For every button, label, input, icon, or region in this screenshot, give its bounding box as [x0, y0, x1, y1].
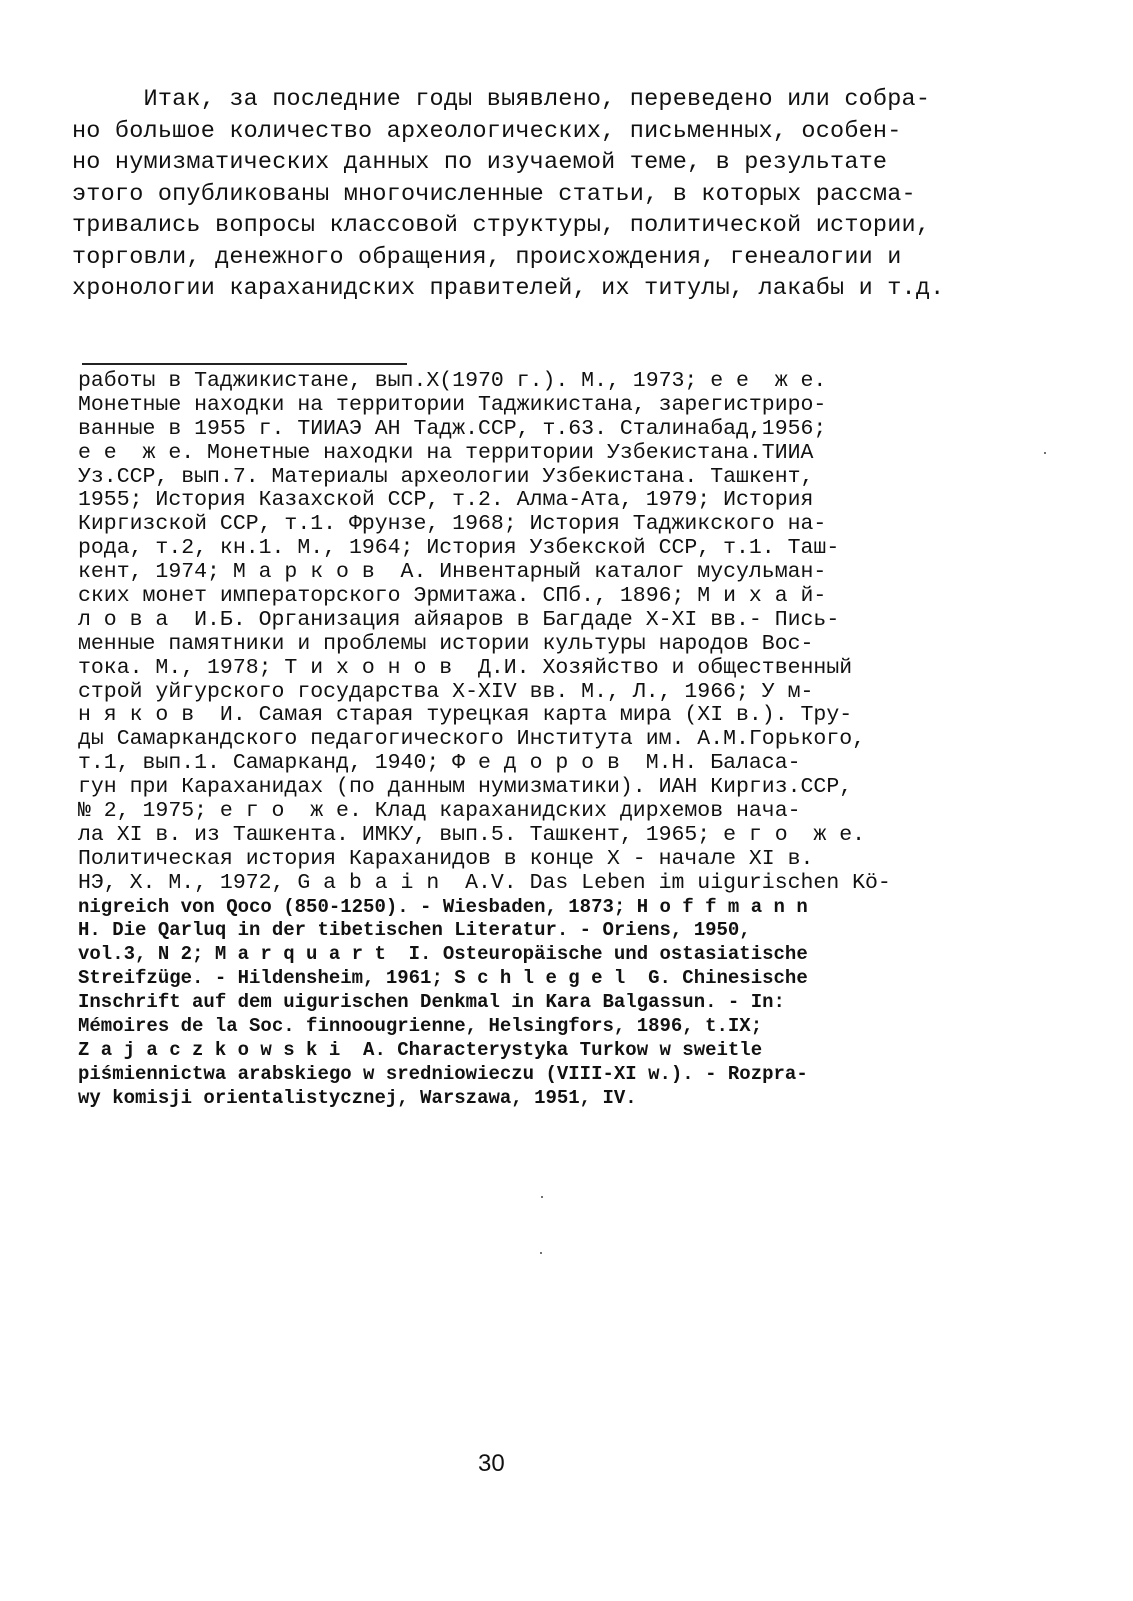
footnote-line: ванные в 1955 г. ТИИАЭ АН Тадж.ССР, т.63. Сталинабад,1956;: [78, 417, 827, 441]
footnote-line: Политическая история Караханидов в конце Х - начале ХI в.: [78, 847, 814, 871]
footnote-line: кент, 1974; М а р к о в А. Инвентарный каталог мусульман-: [78, 561, 827, 585]
text-line: но нумизматических данных по изучаемой теме, в результате: [72, 149, 888, 176]
scan-speck: [541, 1196, 543, 1198]
footnote-line: 1955; История Казахской ССР, т.2. Алма-Ата, 1979; История: [78, 489, 814, 513]
footnote-line: ла ХI в. из Ташкента. ИМКУ, вып.5. Ташкент, 1965; е г о ж е.: [78, 823, 866, 847]
footnote-line: работы в Таджикистане, вып.Х(1970 г.). М., 1973; е е ж е.: [78, 370, 827, 393]
text-line: этого опубликованы многочисленные статьи, в которых рассма-: [72, 180, 916, 208]
footnote-line: т.1, вып.1. Самарканд, 1940; Ф е д о р о в М.Н. Баласа-: [78, 752, 801, 776]
footnote-line: nigreich von Qoco (850-1250). - Wiesbaden, 1873; H o f f m a n n: [78, 895, 808, 918]
footnote-line: строй уйгурского государства Х-ХIV вв. М., Л., 1966; У м-: [78, 680, 814, 704]
footnote-line: е е ж е. Монетные находки на территории Узбекистана.ТИИА: [78, 441, 814, 465]
footnote-line: ды Самаркандского педагогического Института им. А.М.Горького,: [78, 728, 866, 752]
footnote-line: piśmiennictwa arabskiego w sredniowieczu (VIII-XI w.). - Rozpra-: [78, 1062, 808, 1085]
footnote-line: H. Die Qarluq in der tibetischen Literatur. - Oriens, 1950,: [78, 919, 751, 942]
scan-speck: [1044, 452, 1046, 454]
text-line: Итак, за последние годы выявлено, переведено или собра-: [72, 86, 931, 113]
text-line: хронологии караханидских правителей, их титулы, лакабы и т.д.: [72, 275, 945, 302]
footnote-line: менные памятники и проблемы истории культуры народов Вос-: [78, 632, 814, 656]
footnote-line: Z a j a c z k o w s k i A. Characterystyka Turkow w sweitle: [78, 1038, 763, 1061]
footnote-line: тока. М., 1978; Т и х о н о в Д.И. Хозяйство и общественный: [78, 656, 853, 680]
text-line: торговли, денежного обращения, происхождения, генеалогии и: [72, 243, 902, 271]
text-line: но большое количество археологических, письменных, особен-: [72, 117, 902, 145]
footnote-line: Монетные находки на территории Таджикистана, зарегистриро-: [78, 393, 827, 417]
footnote-line: НЭ, Х. М., 1972, G a b a i n A.V. Das Leben im uigurischen Kö-: [78, 871, 891, 895]
scan-speck: [540, 1252, 542, 1254]
footnote-line: № 2, 1975; е г о ж е. Клад караханидских дирхемов нача-: [78, 800, 801, 824]
footnote-block: [78, 370, 1068, 1111]
footnote-line: Киргизской ССР, т.1. Фрунзе, 1968; История Таджикского на-: [78, 513, 827, 537]
footnote-line: ских монет императорского Эрмитажа. СПб., 1896; М и х а й-: [78, 585, 827, 609]
footnote-line: Inschrift auf dem uigurischen Denkmal in Kara Balgassun. - In:: [78, 991, 785, 1014]
main-paragraph: [72, 84, 1062, 305]
page-number: 30: [478, 1450, 505, 1477]
footnote-separator: [82, 363, 407, 365]
footnote-line: гун при Караханидах (по данным нумизматики). ИАН Киргиз.ССР,: [78, 776, 853, 800]
footnote-line: Streifzüge. - Hildensheim, 1961; S c h l e g e l G. Chinesische: [78, 967, 808, 990]
footnote-line: л о в а И.Б. Организация айяаров в Багдаде Х-ХI вв.- Пись-: [78, 608, 840, 632]
footnote-line: н я к о в И. Самая старая турецкая карта мира (ХI в.). Тру-: [78, 704, 853, 728]
footnote-line: рода, т.2, кн.1. М., 1964; История Узбекской ССР, т.1. Таш-: [78, 537, 840, 561]
footnote-line: Mémoires de la Soc. finnoougrienne, Helsingfors, 1896, t.IX;: [78, 1015, 763, 1038]
footnote-line: vol.3, N 2; M a r q u a r t I. Osteuropäische und ostasiatische: [78, 943, 808, 966]
text-line: тривались вопросы классовой структуры, политической истории,: [72, 212, 931, 239]
footnote-line: Уз.ССР, вып.7. Материалы археологии Узбекистана. Ташкент,: [78, 465, 814, 489]
footnote-line: wy komisji orientalistycznej, Warszawa, 1951, IV.: [78, 1086, 637, 1109]
